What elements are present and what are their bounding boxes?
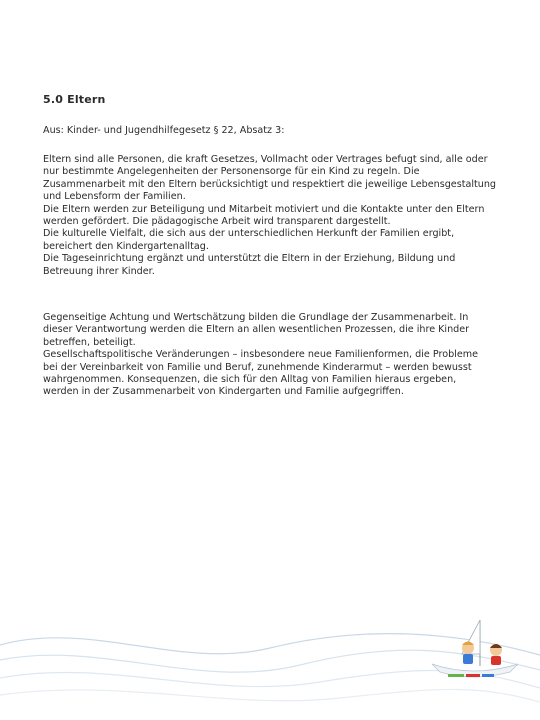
- text-line: Eltern sind alle Personen, die kraft Gesetzes, Vollmacht oder Vertrages befugt sind, alle oder: [43, 154, 488, 165]
- source-reference: Aus: Kinder- und Jugendhilfegesetz § 22, Absatz 3:: [43, 125, 285, 136]
- text-line: betreffen, beteiligt.: [43, 336, 136, 348]
- text-line: werden gefördert. Die pädagogische Arbeit wird transparent dargestellt.: [43, 216, 391, 228]
- text-line: Gesellschaftspolitische Veränderungen – insbesondere neue Familienformen, die Probleme: [43, 349, 478, 361]
- text-line: Die Eltern werden zur Beteiligung und Mitarbeit motiviert und die Kontakte unter den Eltern: [43, 203, 485, 215]
- text-line: Die Tageseinrichtung ergänzt und unterstützt die Eltern in der Erziehung, Bildung und: [43, 253, 456, 265]
- text-line: Die kulturelle Vielfalt, die sich aus der unterschiedlichen Herkunft der Familien ergibt,: [43, 228, 455, 240]
- sailboat-children-logo-icon: [418, 608, 528, 688]
- paragraph-block-2: [43, 312, 493, 399]
- text-line: nur bestimmte Angelegenheiten der Personensorge für ein Kind zu regeln. Die: [43, 166, 420, 178]
- text-line: dieser Verantwortung werden die Eltern an allen wesentlichen Prozessen, die ihre Kinder: [43, 324, 470, 336]
- section-heading: 5.0 Eltern: [43, 93, 106, 106]
- text-line: bei der Vereinbarkeit von Familie und Beruf, zunehmende Kinderarmut – werden bewusst: [43, 361, 472, 373]
- text-line: Zusammenarbeit mit den Eltern berücksichtigt und respektiert die jeweilige Lebensgestaltung: [43, 178, 497, 190]
- text-line: Gegenseitige Achtung und Wertschätzung bilden die Grundlage der Zusammenarbeit. In: [43, 312, 469, 323]
- paragraph-block-1: [43, 154, 497, 278]
- text-line: wahrgenommen. Konsequenzen, die sich für den Alltag von Familien hieraus ergeben,: [43, 374, 457, 386]
- text-line: werden in der Zusammenarbeit von Kindergarten und Familie aufgegriffen.: [43, 386, 404, 398]
- text-line: bereichert den Kindergartenalltag.: [43, 240, 209, 252]
- text-line: und Lebensform der Familien.: [43, 191, 186, 203]
- text-line: Betreuung ihrer Kinder.: [43, 265, 155, 277]
